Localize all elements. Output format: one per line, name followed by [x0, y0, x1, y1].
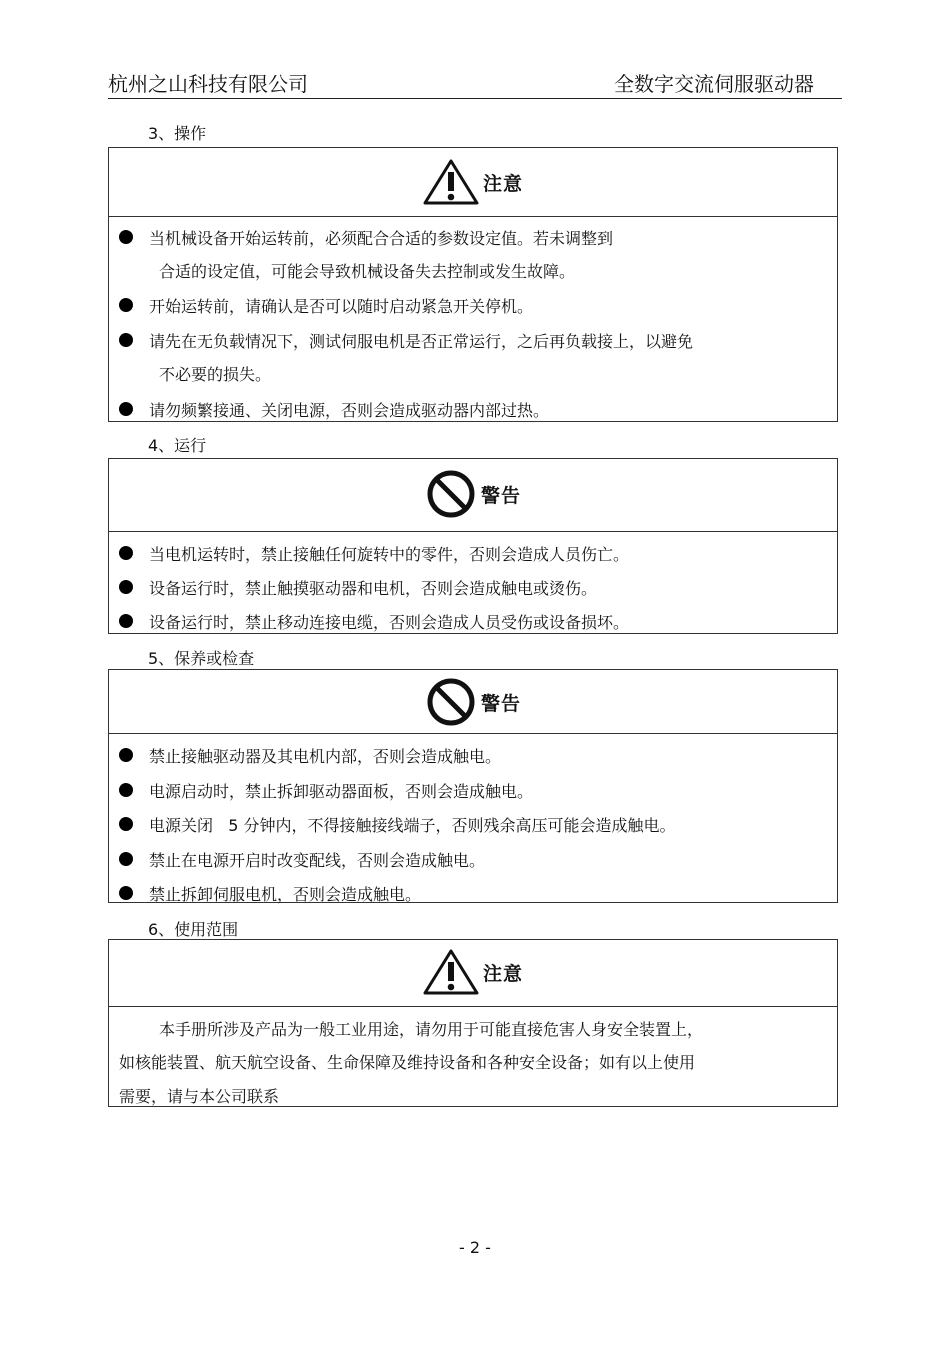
- list-item-text: 电源启动时，禁止拆卸驱动器面板，否则会造成触电。: [149, 782, 534, 801]
- bullet-icon: [119, 546, 133, 560]
- bullet-icon: [119, 402, 133, 416]
- bullet-icon: [119, 333, 133, 347]
- bullet-icon: [119, 230, 133, 244]
- company-name: 杭州之山科技有限公司: [108, 72, 308, 96]
- bullet-icon: [119, 852, 133, 866]
- warning-box-running: [108, 458, 838, 634]
- bullet-icon: [119, 783, 133, 797]
- bullet-icon: [119, 580, 133, 594]
- badge-row: [109, 940, 837, 1007]
- bullet-icon: [119, 886, 133, 900]
- list-item-text: 不必要的损失。: [159, 365, 272, 384]
- list-item-text: 设备运行时，禁止触摸驱动器和电机，否则会造成触电或烫伤。: [149, 579, 598, 598]
- bullet-icon: [119, 298, 133, 312]
- caution-box-operation: [108, 147, 838, 422]
- warning-triangle-icon: [423, 158, 479, 206]
- list-item-text: 设备运行时，禁止移动连接电缆，否则会造成人员受伤或设备损坏。: [149, 613, 630, 632]
- prohibited-icon: [425, 468, 477, 520]
- list-item-text: 禁止拆卸伺服电机，否则会造成触电。: [149, 885, 422, 904]
- badge-row: [109, 459, 837, 532]
- warning-badge: [425, 468, 521, 520]
- list-item-text: 开始运转前，请确认是否可以随时启动紧急开关停机。: [149, 297, 534, 316]
- section-title-operation: 3、操作: [148, 124, 207, 143]
- list-item-text: 请勿频繁接通、关闭电源，否则会造成驱动器内部过热。: [149, 401, 550, 420]
- section-title-scope: 6、使用范围: [148, 920, 239, 939]
- paragraph-line: 如核能装置、航天航空设备、生命保障及维持设备和各种安全设备；如有以上使用: [119, 1053, 696, 1072]
- prohibited-icon: [425, 676, 477, 728]
- product-name: 全数字交流伺服驱动器: [614, 72, 814, 96]
- list-item-text: 请先在无负载情况下，测试伺服电机是否正常运行，之后再负载接上，以避免: [149, 332, 694, 351]
- paragraph-line: 需要，请与本公司联系: [119, 1087, 280, 1106]
- paragraph-line: 本手册所涉及产品为一般工业用途，请勿用于可能直接危害人身安全装置上，: [159, 1020, 704, 1039]
- bullet-icon: [119, 748, 133, 762]
- warning-badge: [425, 676, 521, 728]
- bullet-icon: [119, 817, 133, 831]
- page-header: [108, 66, 842, 99]
- list-item-text: 禁止在电源开启时改变配线，否则会造成触电。: [149, 851, 486, 870]
- list-item-text: 禁止接触驱动器及其电机内部，否则会造成触电。: [149, 747, 502, 766]
- list-item-text: 合适的设定值，可能会导致机械设备失去控制或发生故障。: [159, 262, 576, 281]
- badge-label: 注意: [482, 172, 524, 195]
- bullet-icon: [119, 614, 133, 628]
- list-item-text: 电源关闭 5 分钟内，不得接触接线端子，否则残余高压可能会造成触电。: [149, 816, 676, 835]
- badge-label: 警告: [480, 484, 522, 507]
- page-number: - 2 -: [459, 1238, 491, 1257]
- list-item-text: 当机械设备开始运转前，必须配合合适的参数设定值。若未调整到: [149, 229, 614, 248]
- badge-row: [109, 670, 837, 734]
- badge-row: [109, 148, 837, 217]
- caution-badge: [423, 948, 523, 996]
- warning-triangle-icon: [423, 948, 479, 996]
- badge-label: 注意: [482, 962, 524, 985]
- caution-box-scope: [108, 939, 838, 1107]
- list-item-text: 当电机运转时，禁止接触任何旋转中的零件，否则会造成人员伤亡。: [149, 545, 630, 564]
- badge-label: 警告: [480, 692, 522, 715]
- section-title-maintenance: 5、保养或检查: [148, 649, 255, 668]
- warning-box-maintenance: [108, 669, 838, 903]
- caution-badge: [423, 158, 523, 206]
- section-title-running: 4、运行: [148, 436, 207, 455]
